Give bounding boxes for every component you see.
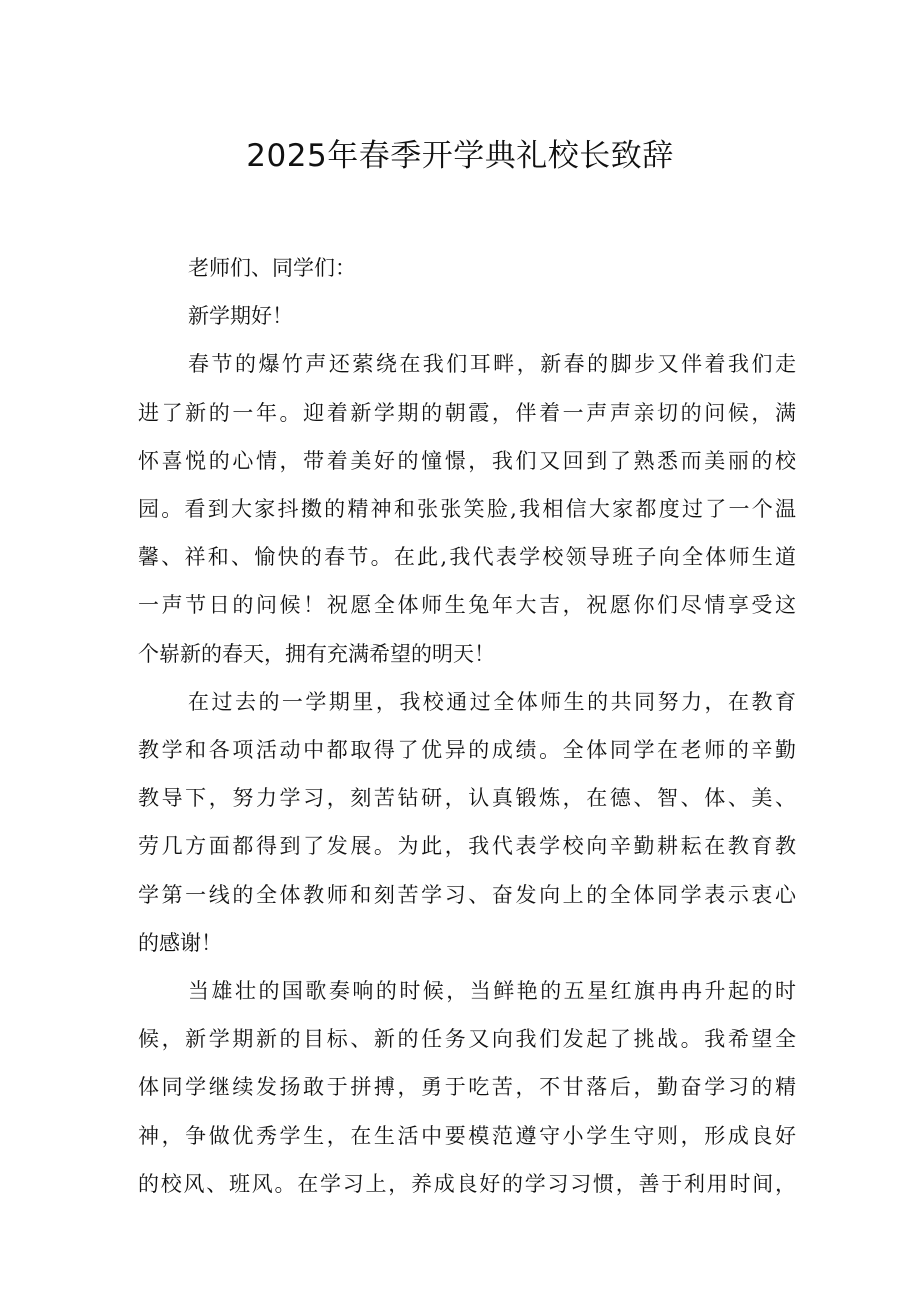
greeting-line: 新学期好！ xyxy=(188,304,293,329)
salutation xyxy=(138,244,796,292)
paragraph-1 xyxy=(138,340,796,677)
paragraph-line: 当雄壮的国歌奏响的时候，当鲜艳的五星红旗冉冉升起的时 xyxy=(188,979,796,1004)
paragraph-line: 在过去的一学期里，我校通过全体师生的共同努力，在教育 xyxy=(188,689,796,714)
paragraph-3 xyxy=(138,967,796,1208)
greeting xyxy=(138,292,796,340)
paragraph-line: 神，争做优秀学生，在生活中要模范遵守小学生守则，形成良好 xyxy=(138,1123,796,1148)
paragraph-line: 的校风、班风。在学习上，养成良好的学习习惯，善于利用时间， xyxy=(138,1171,796,1196)
paragraph-line: 学第一线的全体教师和刻苦学习、奋发向上的全体同学表示衷心 xyxy=(138,882,796,907)
paragraph-line: 一声节日的问候！祝愿全体师生兔年大吉，祝愿你们尽情享受这 xyxy=(138,593,796,618)
paragraph-line: 春节的爆竹声还萦绕在我们耳畔，新春的脚步又伴着我们走 xyxy=(188,352,796,377)
paragraph-line: 个崭新的春天，拥有充满希望的明天！ xyxy=(138,641,495,666)
salutation-line: 老师们、同学们： xyxy=(188,256,356,280)
paragraph-line: 怀喜悦的心情，带着美好的憧憬，我们又回到了熟悉而美丽的校 xyxy=(138,448,796,473)
paragraph-line: 馨、祥和、愉快的春节。在此,我代表学校领导班子向全体师生道 xyxy=(138,545,796,570)
paragraph-line: 劳几方面都得到了发展。为此，我代表学校向辛勤耕耘在教育教 xyxy=(138,834,796,859)
paragraph-2 xyxy=(138,678,796,967)
paragraph-line: 进了新的一年。迎着新学期的朝霞，伴着一声声亲切的问候，满 xyxy=(138,400,796,425)
paragraph-line: 园。看到大家抖擞的精神和张张笑脸,我相信大家都度过了一个温 xyxy=(138,497,796,522)
paragraph-line: 的感谢！ xyxy=(138,930,222,955)
paragraph-line: 体同学继续发扬敢于拼搏，勇于吃苦，不甘落后，勤奋学习的精 xyxy=(138,1075,796,1100)
paragraph-line: 候，新学期新的目标、新的任务又向我们发起了挑战。我希望全 xyxy=(138,1027,796,1052)
paragraph-line: 教导下，努力学习，刻苦钻研，认真锻炼，在德、智、体、美、 xyxy=(138,786,796,811)
paragraph-line: 教学和各项活动中都取得了优异的成绩。全体同学在老师的辛勤 xyxy=(138,738,796,763)
document-body xyxy=(138,244,796,1208)
document-title: 2025年春季开学典礼校长致辞 xyxy=(246,138,674,174)
